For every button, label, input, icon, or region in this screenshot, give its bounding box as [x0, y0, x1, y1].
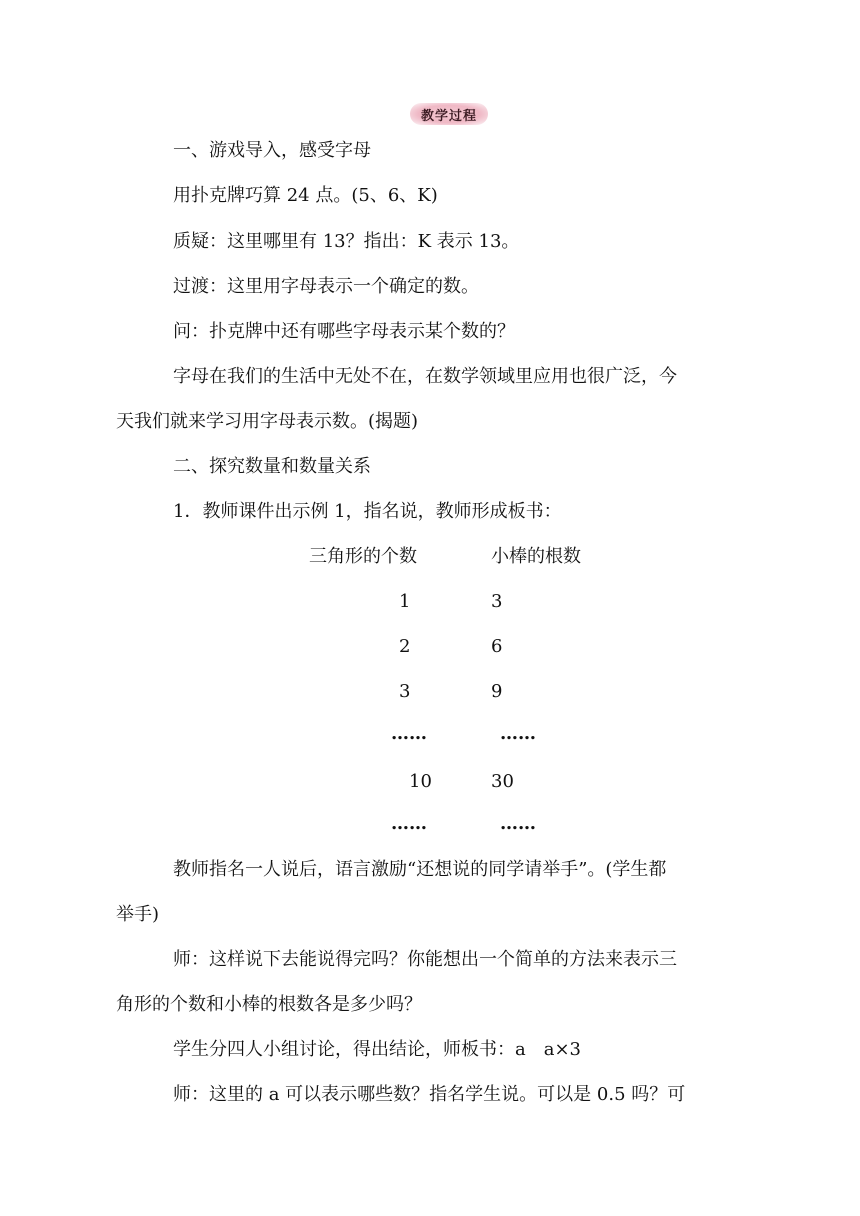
section-title-badge	[410, 103, 488, 125]
table-cell-ellipsis: ……	[500, 813, 536, 834]
table-cell-right: 3	[491, 591, 503, 612]
paragraph-transition: 过渡：这里用字母表示一个确定的数。	[173, 276, 479, 297]
table-cell-right: 6	[491, 636, 503, 657]
paragraph-letters-line2: 天我们就来学习用字母表示数。(揭题)	[116, 411, 419, 432]
table-cell-right: 9	[491, 681, 503, 702]
paragraph-encourage-line1: 教师指名一人说后，语言激励“还想说的同学请举手”。(学生都	[173, 859, 667, 880]
paragraph-teacher-question-line2: 角形的个数和小棒的根数各是多少吗？	[116, 994, 422, 1015]
paragraph-example-1: 1．教师课件出示例 1，指名说，教师形成板书：	[173, 501, 562, 522]
table-cell-ellipsis: ……	[500, 723, 536, 744]
paragraph-group-discussion: 学生分四人小组讨论，得出结论，师板书：a a×3	[173, 1039, 581, 1060]
table-cell-left: 10	[409, 771, 432, 792]
section-title: 教学过程	[420, 108, 477, 124]
table-header-sticks: 小棒的根数	[491, 546, 581, 567]
table-cell-left: 2	[399, 636, 411, 657]
table-cell-ellipsis: ……	[391, 723, 427, 744]
table-cell-ellipsis: ……	[391, 813, 427, 834]
paragraph-letters-line1: 字母在我们的生活中无处不在，在数学领域里应用也很广泛，今	[173, 366, 677, 387]
paragraph-poker-24: 用扑克牌巧算 24 点。(5、6、K)	[173, 185, 438, 206]
table-cell-right: 30	[491, 771, 514, 792]
paragraph-encourage-line2: 举手)	[116, 904, 160, 925]
paragraph-what-a-means: 师：这里的 a 可以表示哪些数？指名学生说。可以是 0.5 吗？可	[173, 1084, 686, 1105]
table-cell-left: 1	[399, 591, 411, 612]
heading-explore: 二、探究数量和数量关系	[173, 456, 371, 477]
paragraph-teacher-question-line1: 师：这样说下去能说得完吗？你能想出一个简单的方法来表示三	[173, 949, 677, 970]
paragraph-question-13: 质疑：这里哪里有 13？指出：K 表示 13。	[173, 231, 520, 252]
paragraph-ask: 问：扑克牌中还有哪些字母表示某个数的？	[173, 321, 515, 342]
table-cell-left: 3	[399, 681, 411, 702]
table-header-triangles: 三角形的个数	[309, 546, 417, 567]
heading-game-intro: 一、游戏导入，感受字母	[173, 140, 371, 161]
